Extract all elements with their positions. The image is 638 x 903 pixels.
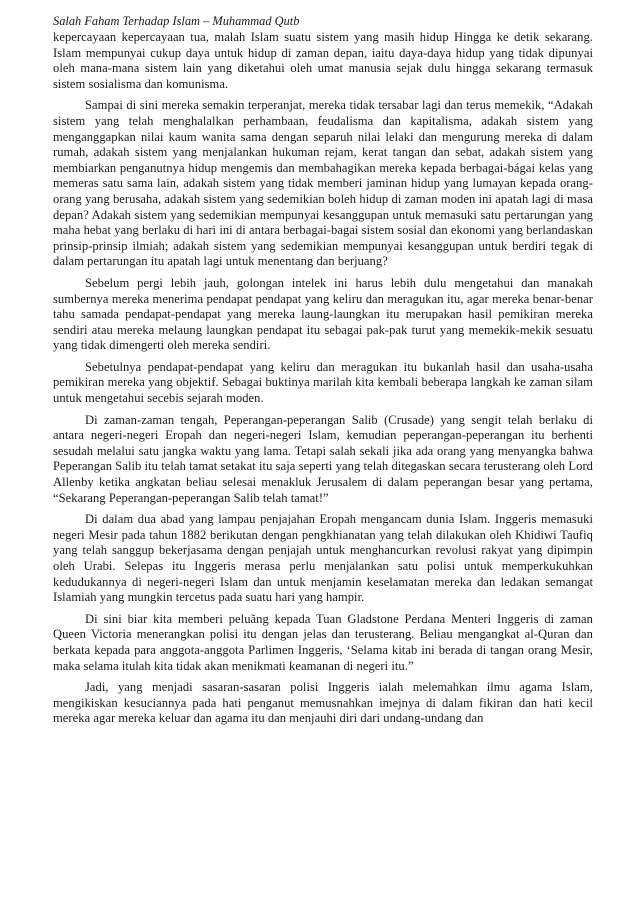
paragraph-3: Sebelum pergi lebih jauh, golongan intelek ini harus lebih dulu mengetahui dan manakah sumbernya mereka menerima pendapat pendapat yang keliru dan meragukan itu, agar mereka benar-benar tahu samada pendapat-pendapat yang mereka laung-laungkan itu merupakan hasil pemikiran mereka sendiri atau mereka melaung laungkan pendapat itu sebagai pak-pak turut yang memekik-mekik sesuatu yang tidak dimengerti oleh mereka sendiri. [53,275,593,353]
paragraph-5: Di zaman-zaman tengah, Peperangan-peperangan Salib (Crusade) yang sengit telah berlaku di antara negeri-negeri Eropah dan negeri-negeri Islam, kemudian peperangan-peperangan itu berhenti sesudah melalui satu jangka waktu yang lama. Tetapi salah sekali jika ada orang yang menyangka bahwa Peperangan Salib itu telah tamat setakat itu saja seperti yang telah ditegaskan secara terusterang oleh Lord Allenby ketika angkatan beliau selesai menakluk Jerusalem di dalam peperangan besar yang pertama, “Sekarang Peperangan-peperangan Salib telah tamat!” [53,412,593,505]
paragraph-4: Sebetulnya pendapat-pendapat yang keliru dan meragukan itu bukanlah hasil dan usaha-usaha pemikiran mereka yang objektif. Sebagai buktinya marilah kita kembali beberapa langkah ke zaman silam untuk mengetahui secebis sejarah moden. [53,359,593,406]
running-header: Salah Faham Terhadap Islam – Muhammad Qutb [53,14,300,28]
paragraph-8: Jadi, yang menjadi sasaran-sasaran polisi Inggeris ialah melemahkan ilmu agama Islam, mengikiskan kesuciannya pada hati penganut memusnahkan imejnya di dalam fikiran dan hati kecil mereka agar mereka keluar dan agama itu dan menjauhi diri dari undang-undang dan [53,680,593,726]
paragraph-1: kepercayaan kepercayaan tua, malah Islam suatu sistem yang masih hidup Hingga ke detik sekarang. Islam mempunyai cukup daya untuk hidup di zaman depan, iaitu daya-daya hidup yang tidak dipunyai oleh mana-mana sistem lain yang diketahui oleh umat manusia sejak dulu hingga sekarang termasuk sistem sosialisma dan komunisma. [53,30,593,91]
paragraph-7: Di sini biar kita memberi peluãng kepada Tuan Gladstone Perdana Menteri Inggeris di zaman Queen Victoria menerangkan polisi itu dengan jelas dan terusterang. Beliau mengangkat al-Quran dan berkata kepada para anggota-anggota Parlimen Inggeris, ‘Selama kitab ini berada di tangan orang Mesir, maka selama itulah kita tidak akan menikmati keamanan di negeri itu.” [53,611,593,673]
paragraph-6: Di dalam dua abad yang lampau penjajahan Eropah mengancam dunia Islam. Inggeris memasuki negeri Mesir pada tahun 1882 berikutan dengan pengkhianatan yang telah dilakukan oleh Khidiwi Taufiq yang telah sanggup bekerjasama dengan penjajah untuk menghancurkan revolusi rakyat yang dipimpin oleh Urabi. Selepas itu Inggeris merasa perlu menjalankan satu polisi untuk memperkukuhkan kedudukannya di negeri-negeri Islam dan untuk menjamin keselamatan mereka dan ledakan semangat Islamiah yang mungkin tercetus pada suatu hari yang hampir. [53,512,593,605]
body-text [53,30,593,727]
paragraph-2: Sampai di sini mereka semakin terperanjat, mereka tidak tersabar lagi dan terus memekik, “Adakah sistem yang telah menghalalkan perhambaan, feudalisma dan kapitalisma, adakah sistem yang menganggapkan nilai kaum wanita sama dengan separuh nilai lelaki dan mengurung mereka di dalam rumah, adakah sistem yang menjalankan hukuman rejam, kerat tangan dan sebat, adakah sistem yang membiarkan penganutnya hidup mengemis dan membahagikan mereka kepada berbagai-bágai kelas yang memeras satu sama lain, adakah sistem yang tidak memberi jaminan hidup yang lumayan kepada orang-orang yang berusaha, adakah sistem yang sedemikian boleh hidup di zaman moden ini apatah lagi di masa depan? Adakah sistem yang sedemikian mempunyai kesanggupan untuk memasuki satu pertarungan yang maha hebat yang berlaku di hari ini di antara berbagai-bagai sistem sosial dan ekonomi yang berlandaskan prinsip-prinsip ilmiah; adakah sistem yang sedemikian mempunyai kesanggupan untuk berdiri tegak di dalam pertarungan itu apatah lagi untuk menentang dan berjuang? [53,98,593,269]
